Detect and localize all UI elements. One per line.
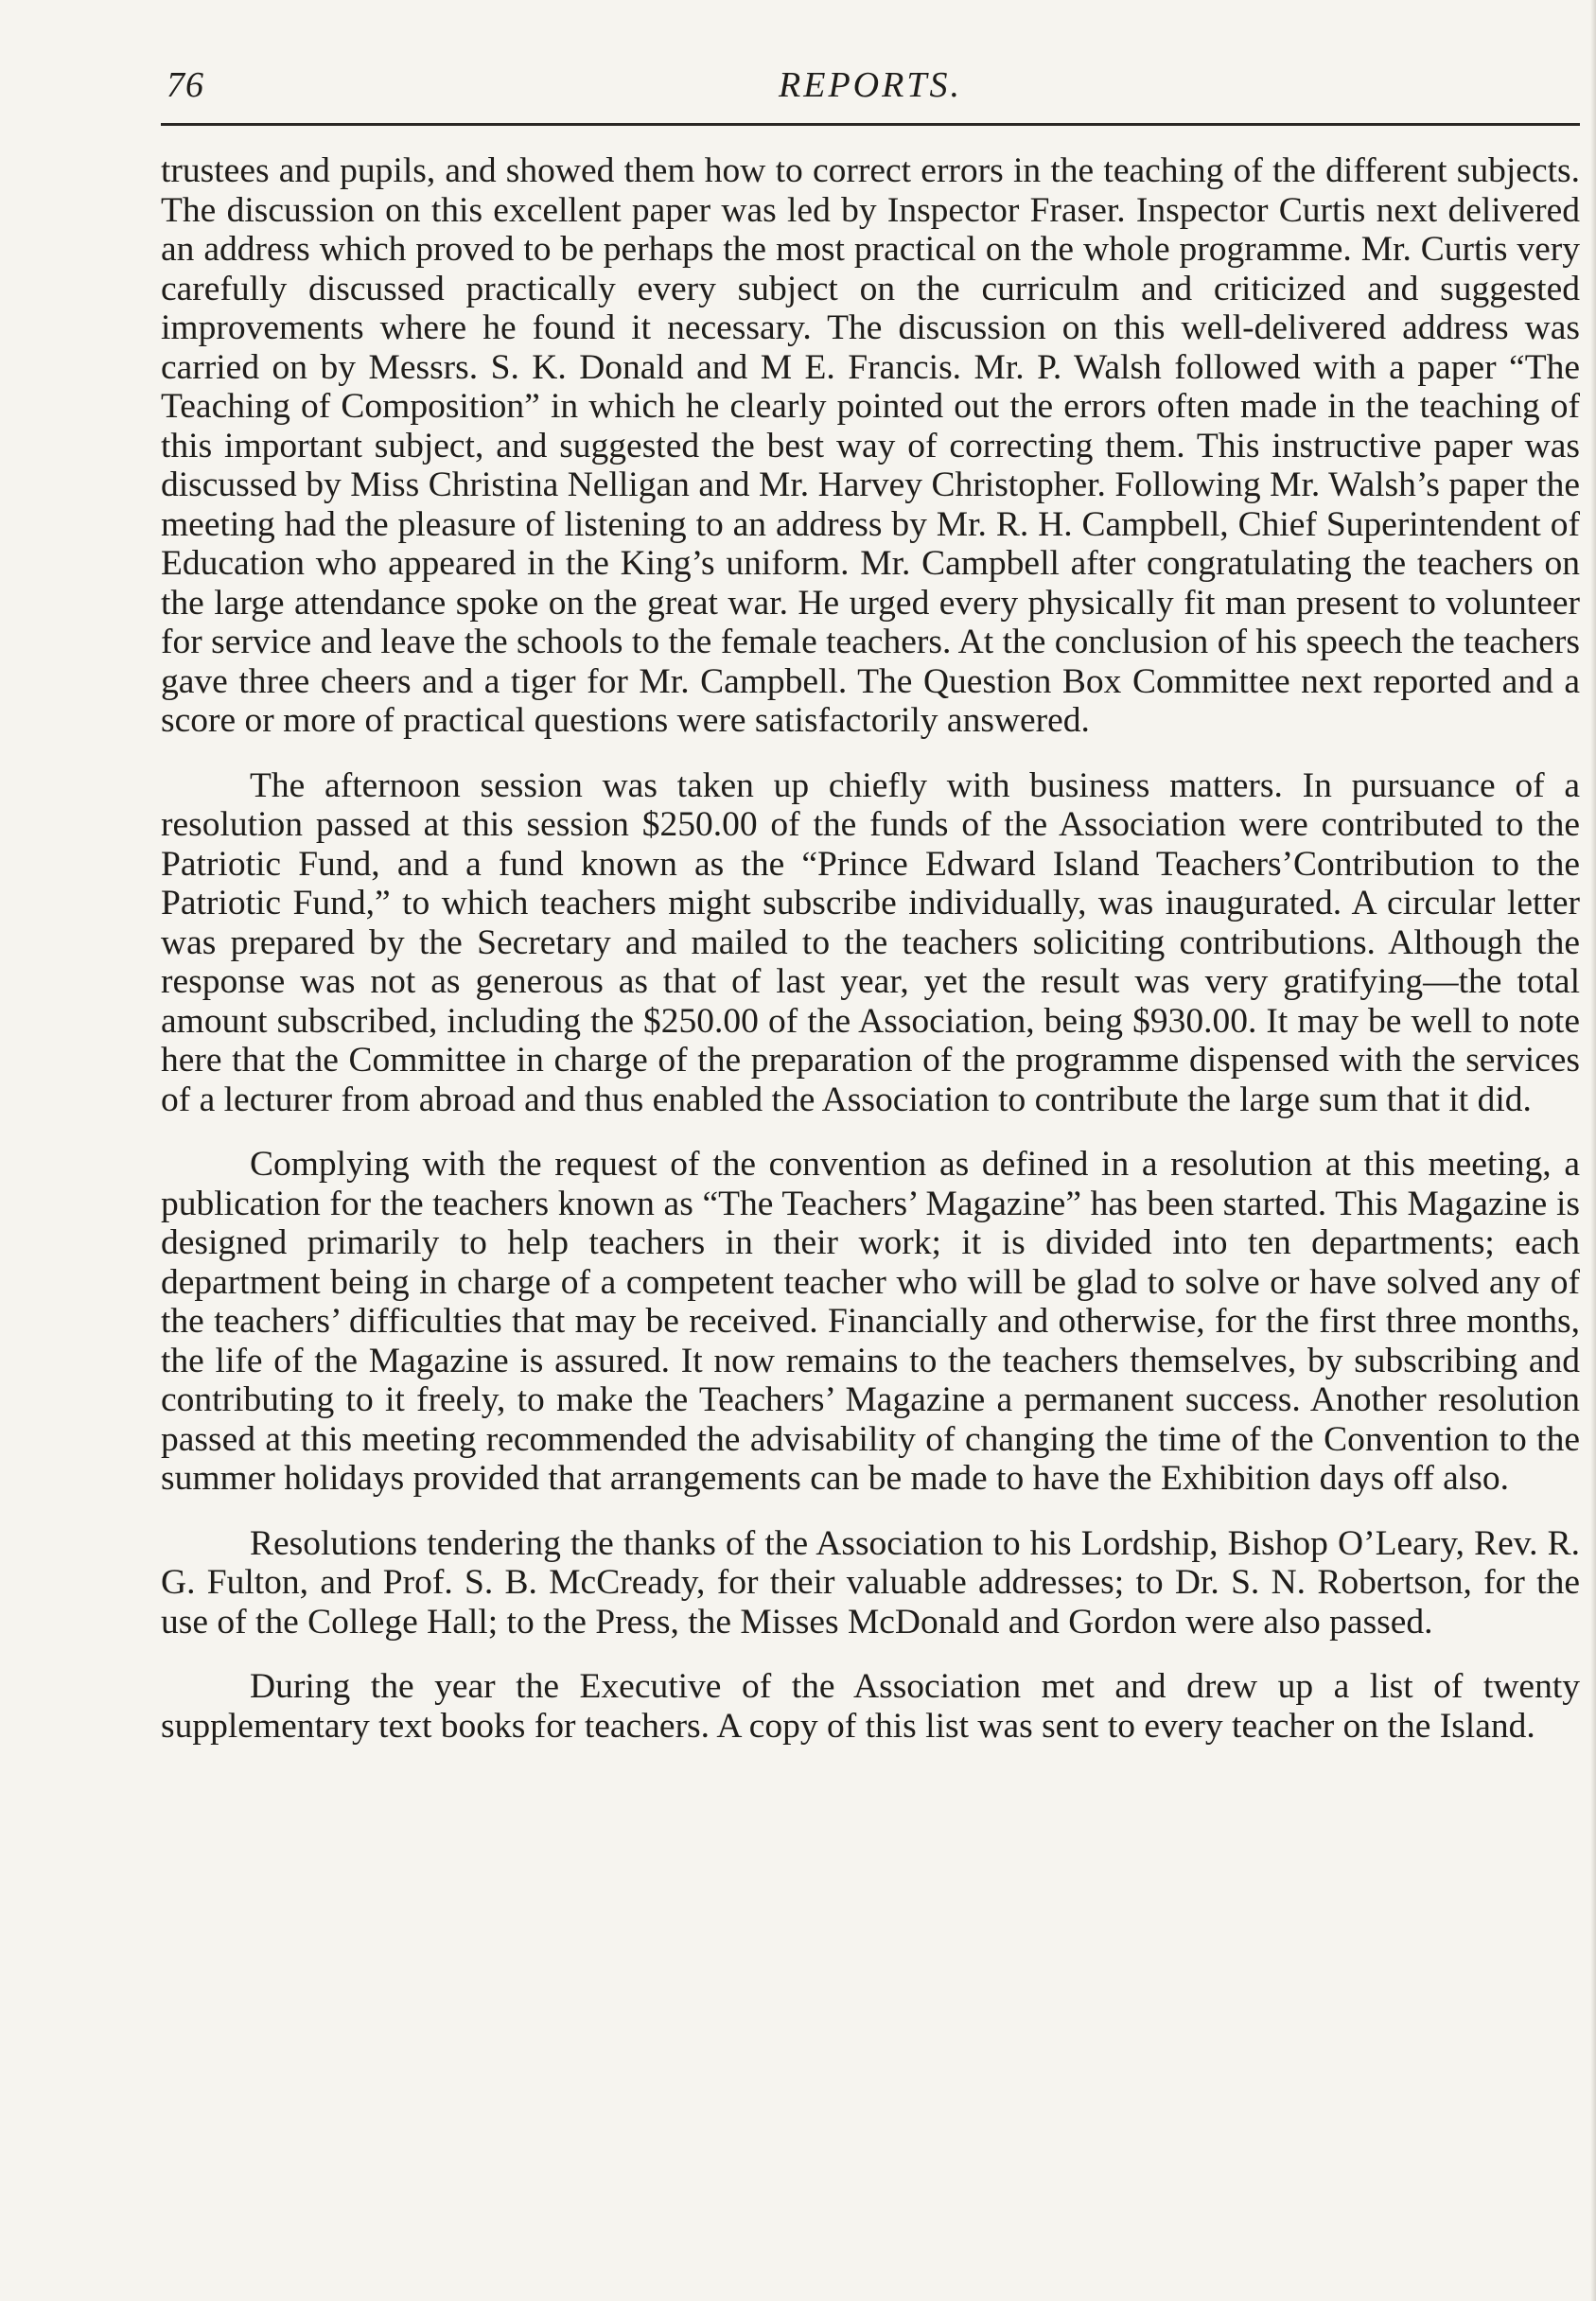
paragraph-teachers-magazine: Complying with the request of the convention as defined in a resolution at this meeting, a publication for the teachers known as “The Teachers’ Magazine” has been started. This Magazine is designed primarily to help teachers in their work; it is divided into ten departments; each department being in charge of a competent teacher who will be glad to solve or have solved any of the teachers’ difficulties that may be received. Financially and otherwise, for the first three months, the life of the Magazine is assured. It now remains to the teachers themselves, by subscribing and contributing to it freely, to make the Teachers’ Magazine a permanent success. Another resolution passed at this meeting recommended the advisability of changing the time of the Convention to the summer holidays provided that arrangements can be made to have the Exhibition days off also. — [161, 1145, 1580, 1498]
paragraph-morning-session: trustees and pupils, and showed them how to correct errors in the teaching of the different subjects. The discussion on this excellent paper was led by Inspector Fraser. Inspector Curtis next delivered an address which proved to be perhaps the most practical on the whole programme. Mr. Curtis very carefully discussed practically every subject on the curriculm and criticized and suggested improvements where he found it necessary. The discussion on this well-delivered address was carried on by Messrs. S. K. Donald and M E. Francis. Mr. P. Walsh followed with a paper “The Teaching of Composition” in which he clearly pointed out the errors often made in the teaching of this important subject, and suggested the best way of correcting them. This instructive paper was discussed by Miss Christina Nelligan and Mr. Harvey Christopher. Following Mr. Walsh’s paper the meeting had the pleasure of listening to an address by Mr. R. H. Campbell, Chief Superintendent of Education who appeared in the King’s uniform. Mr. Campbell after congratulating the teachers on the large attendance spoke on the great war. He urged every physically fit man present to volunteer for service and leave the schools to the female teachers. At the conclusion of his speech the teachers gave three cheers and a tiger for Mr. Campbell. The Question Box Committee next reported and a score or more of practical questions were satisfactorily answered. — [161, 151, 1580, 740]
page-number: 76 — [167, 65, 204, 105]
paragraph-afternoon-session: The afternoon session was taken up chiefly with business matters. In pursuance of a resolution passed at this session $250.00 of the funds of the Association were contributed to the Patriotic Fund, and a fund known as the “Prince Edward Island Teachers’Contribution to the Patriotic Fund,” to which teachers might subscribe individually, was inaugurated. A circular letter was prepared by the Secretary and mailed to the teachers soliciting contributions. Although the response was not as generous as that of last year, yet the result was very gratifying—the total amount subscribed, including the $250.00 of the Association, being $930.00. It may be well to note here that the Committee in charge of the preparation of the programme dispensed with the services of a lecturer from abroad and thus enabled the Association to contribute the large sum that it did. — [161, 765, 1580, 1119]
running-head — [161, 64, 1580, 126]
paragraph-resolutions: Resolutions tendering the thanks of the Association to his Lordship, Bishop O’Leary, Rev. R. G. Fulton, and Prof. S. B. McCready, for their valuable addresses; to Dr. S. N. Robertson, for the use of the College Hall; to the Press, the Misses McDonald and Gordon were also passed. — [161, 1523, 1580, 1642]
page-edge-shadow — [1590, 0, 1596, 2301]
paragraph-executive: During the year the Executive of the Association met and drew up a list of twenty supplementary text books for teachers. A copy of this list was sent to every teacher on the Island. — [161, 1667, 1580, 1746]
body-text — [161, 151, 1580, 1771]
running-title: REPORTS. — [779, 65, 962, 105]
